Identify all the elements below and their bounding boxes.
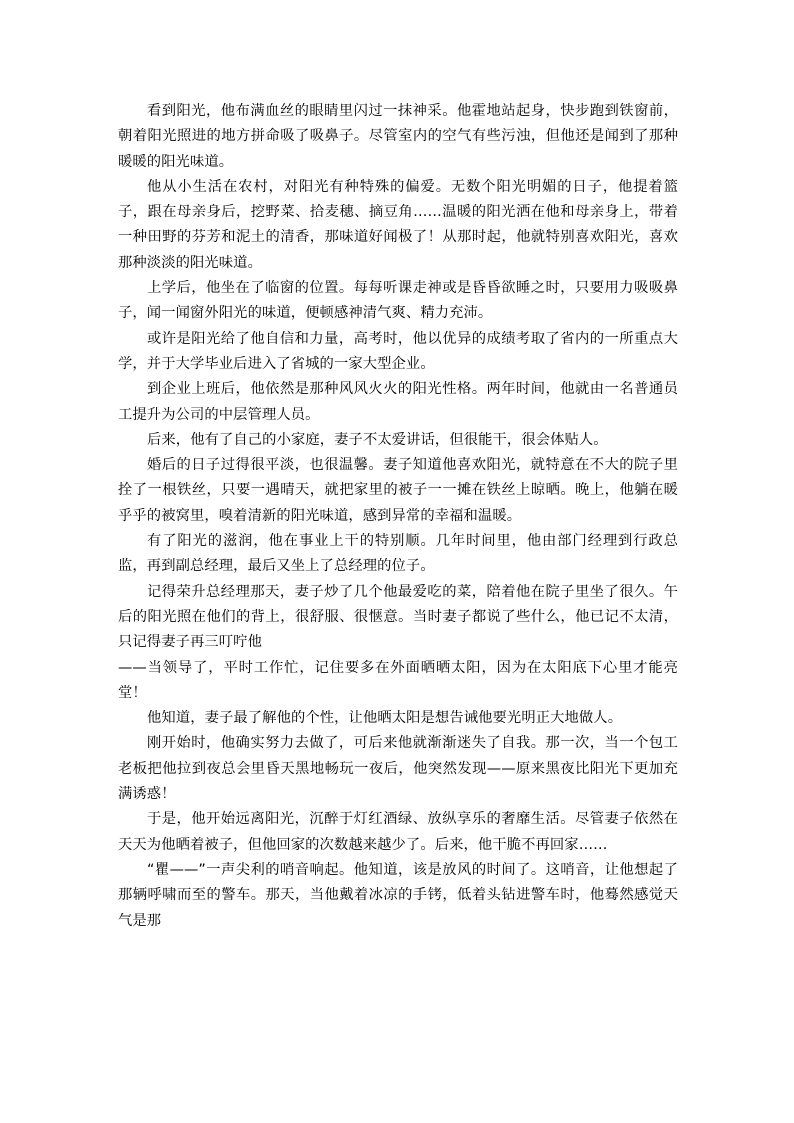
paragraph-14: “瞿——”一声尖利的哨音响起。他知道，该是放风的时间了。这哨音，让他想起了那辆呼啸而至的警车。那天，当他戴着冰凉的手铐，低着头钻进警车时，他蓦然感觉天气是那 — [118, 861, 678, 929]
paragraph-8: 有了阳光的滋润，他在事业上干的特别顺。几年时间里，他由部门经理到行政总监，再到副总经理，最后又坐上了总经理的位子。 — [118, 533, 678, 575]
paragraph-13: 于是，他开始远离阳光，沉醉于灯红酒绿、放纵享乐的奢靡生活。尽管妻子依然在天天为他晒着被子，但他回家的次数越来越少了。后来，他干脆不再回家…… — [118, 811, 678, 853]
paragraph-1: 看到阳光，他布满血丝的眼睛里闪过一抹神采。他霍地站起身，快步跑到铁窗前，朝着阳光照进的地方拼命吸了吸鼻子。尽管室内的空气有些污浊，但他还是闻到了那种暖暖的阳光味道。 — [118, 103, 678, 170]
document-body — [118, 99, 678, 934]
paragraph-4: 或许是阳光给了他自信和力量，高考时，他以优异的成绩考取了省内的一所重点大学，并于大学毕业后进入了省城的一家大型企业。 — [118, 330, 678, 372]
paragraph-2: 他从小生活在农村，对阳光有种特殊的偏爱。无数个阳光明媚的日子，他提着篮子，跟在母亲身后，挖野菜、拾麦穗、摘豆角……温暖的阳光洒在他和母亲身上，带着一种田野的芬芳和泥土的清香，那味道好闻极了！从那时起，他就特别喜欢阳光，喜欢那种淡淡的阳光味道。 — [118, 178, 678, 271]
paragraph-11: 他知道，妻子最了解他的个性，让他晒太阳是想告诫他要光明正大地做人。 — [147, 710, 623, 727]
paragraph-6: 后来，他有了自己的小家庭，妻子不太爱讲话，但很能干，很会体贴人。 — [147, 431, 608, 448]
paragraph-5: 到企业上班后，他依然是那种风风火火的阳光性格。两年时间，他就由一名普通员工提升为公司的中层管理人员。 — [118, 381, 678, 423]
paragraph-9: 记得荣升总经理那天，妻子炒了几个他最爱吃的菜，陪着他在院子里坐了很久。午后的阳光照在他们的背上，很舒服、很惬意。当时妻子都说了些什么，他已记不太清，只记得妻子再三叮咛他 — [118, 583, 678, 651]
paragraph-7: 婚后的日子过得很平淡，也很温馨。妻子知道他喜欢阳光，就特意在不大的院子里拴了一根铁丝，只要一遇晴天，就把家里的被子一一摊在铁丝上晾晒。晚上，他躺在暖乎乎的被窝里，嗅着清新的阳光味道，感到异常的幸福和温暖。 — [118, 457, 678, 524]
paragraph-3: 上学后，他坐在了临窗的位置。每每听课走神或是昏昏欲睡之时，只要用力吸吸鼻子，闻一闻窗外阳光的味道，便顿感神清气爽、精力充沛。 — [118, 280, 678, 322]
paragraph-10: ——当领导了，平时工作忙，记住要多在外面晒晒太阳，因为在太阳底下心里才能亮堂！ — [118, 659, 678, 701]
paragraph-12: 刚开始时，他确实努力去做了，可后来他就渐渐迷失了自我。那一次，当一个包工老板把他拉到夜总会里昏天黑地畅玩一夜后，他突然发现——原来黑夜比阳光下更加充满诱惑！ — [118, 735, 678, 803]
